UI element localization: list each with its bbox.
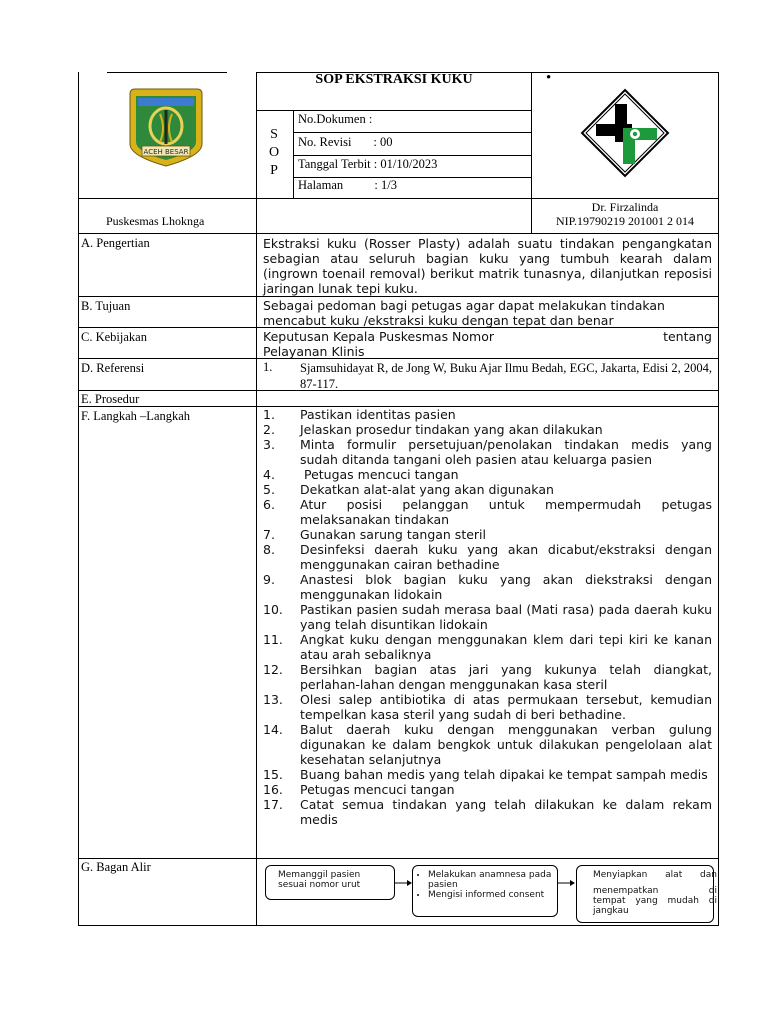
section-label-bagan: G. Bagan Alir — [81, 860, 151, 874]
flow-box-call-patient-text: Memanggil pasien sesuai nomor urut — [278, 870, 361, 890]
flow-box-prepare-line1: Menyiapkan alat dan — [593, 870, 717, 880]
step-text: Petugas mencuci tangan — [300, 782, 455, 797]
page-number: Halaman : 1/3 — [298, 178, 397, 192]
step-number: 5. — [263, 482, 275, 497]
bullet-mark: • — [546, 70, 552, 86]
document-title: SOP EKSTRAKSI KUKU — [315, 72, 473, 87]
step-number: 12. — [263, 662, 283, 677]
step-item — [263, 797, 712, 827]
step-number: 15. — [263, 767, 283, 782]
sop-letter-s: S — [270, 127, 278, 142]
flow-item-anamnesa: • Melakukan anamnesa pada pasien — [428, 870, 553, 890]
step-text: Pastikan identitas pasien — [300, 407, 456, 422]
flow-item-informed-consent: • Mengisi informed consent — [428, 890, 553, 900]
section-label-kebijakan: C. Kebijakan — [81, 330, 147, 344]
step-text: Olesi salep antibiotika di atas permukaan tersebut, kemudian tempelkan kasa steril yang sudah di beri bethadine. — [300, 692, 712, 722]
grid-meta-1 — [256, 110, 532, 111]
section-label-prosedur: E. Prosedur — [81, 392, 140, 406]
step-text: Buang bahan medis yang telah dipakai ke tempat sampah medis — [300, 767, 708, 782]
step-item — [263, 572, 712, 602]
flow-arrow-1 — [395, 878, 413, 888]
step-item — [263, 407, 712, 422]
step-text: Angkat kuku dengan menggunakan klem dari tepi kiri ke kanan atau arah sebaliknya — [300, 632, 712, 662]
flow-box-prepare-line4: jangkau — [593, 906, 629, 916]
step-text: Atur posisi pelanggan untuk mempermudah petugas melaksanakan tindakan — [300, 497, 712, 527]
flow-arrow-2 — [558, 878, 576, 888]
tujuan-text: Sebagai pedoman bagi petugas agar dapat melakukan tindakan mencabut kuku /ekstraksi kuku dengan tepat dan benar — [263, 298, 665, 328]
step-text: Catat semua tindakan yang telah dilakukan ke dalam rekam medis — [300, 797, 712, 827]
steps-list — [263, 407, 712, 827]
grid-row-b — [78, 296, 719, 297]
step-text: Bersihkan bagian atas jari yang kukunya telah diangkat, perlahan-lahan dengan menggunakan kasa steril — [300, 662, 712, 692]
step-number: 10. — [263, 602, 283, 617]
flow-box-prepare-line2: menempatkan di — [593, 886, 717, 896]
step-text: Dekatkan alat-alat yang akan digunakan — [300, 482, 554, 497]
step-item — [263, 422, 712, 437]
step-number: 16. — [263, 782, 283, 797]
step-number: 6. — [263, 497, 275, 512]
grid-col-sop — [293, 110, 294, 198]
step-item — [263, 602, 712, 632]
issue-date: Tanggal Terbit : 01/10/2023 — [298, 157, 438, 171]
grid-right — [718, 72, 719, 926]
kebijakan-text-right: tentang — [663, 329, 712, 344]
kebijakan-text-left: Keputusan Kepala Puskesmas Nomor — [263, 329, 495, 344]
grid-row-g — [78, 858, 719, 859]
step-item — [263, 662, 712, 692]
puskesmas-name: Puskesmas Lhoknga — [106, 214, 205, 228]
sop-letter-p: P — [270, 163, 278, 178]
pengertian-text: Ekstraksi kuku (Rosser Plasty) adalah suatu tindakan pengangkatan sebagian atau seluruh bagian kuku yang tumbuh kearah dalam (ingrown toenail removal) berikut matrik tunasnya, dilanjutkan reposisi jaringan lunak tepi kuku. — [263, 236, 712, 296]
step-number: 8. — [263, 542, 275, 557]
step-text: Minta formulir persetujuan/penolakan tindakan medis yang sudah ditanda tangani oleh pasien atau keluarga pasien — [300, 437, 712, 467]
step-text: Desinfeksi daerah kuku yang akan dicabut/ekstraksi dengan menggunakan cairan bethadine — [300, 542, 712, 572]
step-text: Gunakan sarung tangan steril — [300, 527, 486, 542]
step-item — [263, 527, 712, 542]
step-number: 2. — [263, 422, 275, 437]
grid-top-left — [107, 72, 227, 73]
puskesmas-logo — [580, 88, 670, 178]
step-number: 17. — [263, 797, 283, 812]
step-text: Pastikan pasien sudah merasa baal (Mati rasa) pada daerah kuku yang telah disuntikan lidokain — [300, 602, 712, 632]
flow-box-anamnesis — [412, 865, 558, 917]
flow-box-call-patient — [265, 865, 395, 900]
step-number: 3. — [263, 437, 275, 452]
revision-number: No. Revisi : 00 — [298, 135, 393, 149]
step-number: 13. — [263, 692, 283, 707]
flow-box-prepare-tools — [576, 865, 717, 923]
logo-banner-text: ACEH BESAR — [143, 148, 189, 156]
step-item — [263, 542, 712, 572]
section-label-langkah: F. Langkah –Langkah — [81, 409, 191, 423]
section-label-referensi: D. Referensi — [81, 361, 145, 375]
step-text: Jelaskan prosedur tindakan yang akan dilakukan — [300, 422, 603, 437]
step-number: 4. — [263, 467, 275, 482]
step-item — [263, 767, 712, 782]
step-item — [263, 437, 712, 467]
head-name: Dr. Firzalinda — [591, 200, 659, 214]
step-number: 11. — [263, 632, 283, 647]
grid-meta-2 — [293, 132, 532, 133]
sop-letter-o: O — [268, 145, 280, 160]
step-item — [263, 722, 712, 767]
step-number: 7. — [263, 527, 275, 542]
aceh-besar-logo — [124, 84, 208, 170]
referensi-number: 1. — [263, 360, 273, 374]
section-label-tujuan: B. Tujuan — [81, 299, 131, 313]
step-item — [263, 782, 712, 797]
step-item — [263, 497, 712, 527]
doc-number: No.Dokumen : — [298, 112, 373, 126]
referensi-text: Sjamsuhidayat R, de Jong W, Buku Ajar Ilmu Bedah, EGC, Jakarta, Edisi 2, 2004, 87-117. — [300, 361, 712, 391]
kebijakan-line2: Pelayanan Klinis — [263, 344, 365, 359]
grid-col-a — [256, 72, 257, 926]
head-nip: NIP.19790219 201001 2 014 — [555, 214, 694, 228]
grid-header-bottom — [78, 198, 719, 199]
flow-box-prepare-line3: tempat yang mudah di — [593, 896, 717, 906]
step-number: 9. — [263, 572, 275, 587]
step-item — [263, 467, 712, 482]
grid-left — [78, 72, 79, 926]
step-number: 14. — [263, 722, 283, 737]
grid-meta-3 — [293, 155, 532, 156]
flow-box-anamnesis-list — [417, 870, 553, 900]
step-text: Petugas mencuci tangan — [300, 467, 459, 482]
step-number: 1. — [263, 407, 275, 422]
step-item — [263, 692, 712, 722]
step-text: Anastesi blok bagian kuku yang akan diekstraksi dengan menggunakan lidokain — [300, 572, 712, 602]
section-label-pengertian: A. Pengertian — [81, 236, 150, 250]
kebijakan-line1 — [263, 329, 712, 344]
step-item — [263, 632, 712, 662]
grid-bottom — [78, 925, 719, 926]
step-item — [263, 482, 712, 497]
step-text: Balut daerah kuku dengan menggunakan verban gulung digunakan ke dalam bengkok untuk dilakukan pengelolaan alat kesehatan selanjutnya — [300, 722, 712, 767]
grid-row-a — [78, 233, 719, 234]
